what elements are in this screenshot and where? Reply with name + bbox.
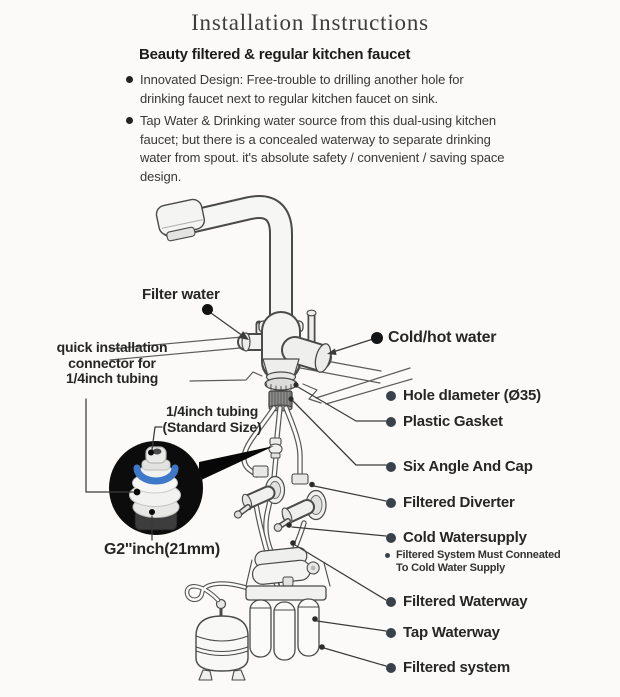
label-g2-size: G2''inch(21mm) [104, 541, 220, 558]
filtered-system-dot-icon [386, 663, 396, 673]
label-quick-connector: quick installation connector for 1/4inch tubing [56, 339, 168, 387]
note-dot-icon [385, 553, 390, 558]
leader-six-angle-cap [293, 401, 386, 465]
label-tap-waterway: Tap Waterway [386, 624, 500, 641]
leader-tap-waterway [317, 621, 386, 631]
cold-watersupply-dot-icon [386, 533, 396, 543]
label-filtered-diverter: Filtered Diverter [386, 494, 515, 511]
filtered-system-unit [246, 545, 330, 660]
faucet-spout-nozzle [155, 198, 207, 243]
bullet-text: Innovated Design: Free-trouble to drilling another hole for drinking faucet next to regular kitchen faucet on sink. [140, 72, 464, 106]
label-tubing-size: 1/4inch tubing (Standard Size) [162, 403, 262, 435]
faucet-handle [295, 310, 333, 374]
label-cold-hot-water: Cold/hot water [371, 329, 496, 347]
page-title: Installation Instructions [191, 10, 429, 35]
label-filter-water: Filter water [142, 286, 220, 303]
leader-filter-water [211, 313, 243, 336]
leader-cold-hot-water [333, 339, 373, 352]
section-heading: Beauty filtered & regular kitchen faucet [139, 46, 411, 63]
label-six-angle-cap: Six Angle And Cap [386, 458, 533, 475]
leader-cold-watersupply [292, 527, 386, 536]
cold-hot-water-dot-icon [371, 332, 383, 344]
label-filtered-system: Filtered system [386, 659, 510, 676]
plastic-gasket [265, 378, 297, 392]
leader-filtered-system [324, 648, 386, 666]
plastic-gasket-dot-icon [386, 417, 396, 427]
label-plastic-gasket: Plastic Gasket [386, 413, 503, 430]
six-angle-cap-dot-icon [386, 462, 396, 472]
storage-tank [196, 600, 248, 681]
label-cold-watersupply: Cold Watersupply [386, 529, 527, 546]
bullet-text: Tap Water & Drinking water source from this dual-using kitchen faucet; but there is a concealed waterway to separate drinking water from spout. it's absolute safety / convenient / saving space design. [140, 112, 505, 185]
filtered-waterway-dot-icon [386, 597, 396, 607]
tubing-quick-connector [269, 438, 282, 458]
filter-water-dot [202, 304, 213, 315]
hole-diameter-dot-icon [386, 391, 396, 401]
leader-plastic-gasket [298, 387, 386, 421]
cold-watersupply-note: Filtered System Must Conneated To Cold Water Supply [385, 549, 561, 576]
label-hole-diameter: Hole dIameter (Ø35) [386, 387, 541, 404]
tap-waterway-dot-icon [386, 628, 396, 638]
label-filtered-waterway: Filtered Waterway [386, 593, 527, 610]
filtered-diverter-dot-icon [386, 498, 396, 508]
